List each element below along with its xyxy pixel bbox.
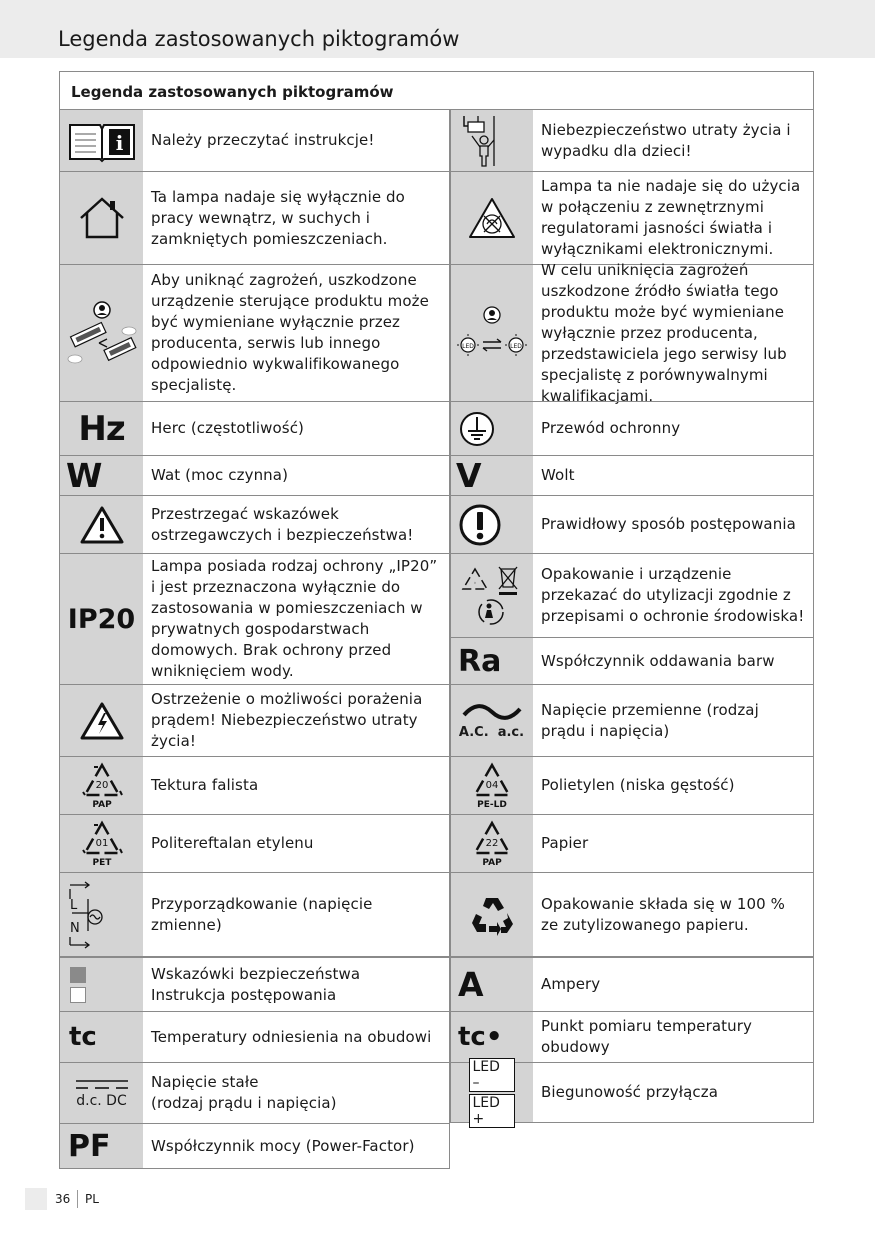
legend-row <box>450 872 814 956</box>
legend-text: Biegunowość przyłącza <box>541 1083 718 1101</box>
child-danger-icon <box>450 110 533 171</box>
recycle-label: PAP <box>91 799 112 810</box>
svg-text:L: L <box>70 897 78 913</box>
legend-text: Papier <box>541 834 589 852</box>
indoor-house-icon <box>60 172 143 264</box>
legend-row <box>59 872 450 956</box>
ip20-symbol: IP20 <box>67 603 136 635</box>
led-polarity-icon <box>450 1058 533 1127</box>
recycled-paper-icon <box>450 873 533 956</box>
tc-icon <box>60 1012 143 1062</box>
legend-text: Prawidłowy sposób postępowania <box>541 515 796 533</box>
legend-text: Polietylen (niska gęstość) <box>541 776 735 794</box>
read-instructions-icon <box>60 110 143 171</box>
v-symbol: V <box>456 456 482 495</box>
recycle-label: PET <box>92 857 111 868</box>
legend-text: Należy przeczytać instrukcje! <box>151 131 375 149</box>
legend-row <box>450 1011 814 1062</box>
recycle-20-pap-icon <box>60 757 143 814</box>
replace-driver-icon <box>60 265 143 401</box>
legend-row <box>450 1058 814 1127</box>
led-plus-label: LED + <box>469 1094 515 1128</box>
led-minus-label: LED – <box>469 1058 515 1092</box>
legend-row <box>59 814 450 872</box>
legend-row <box>450 109 814 171</box>
recycle-code: 04 <box>485 779 498 791</box>
legend-text: Punkt pomiaru temperatury obudowy <box>541 1017 753 1056</box>
legend-row <box>450 401 814 455</box>
protective-earth-icon <box>450 402 533 455</box>
legend-text: Ta lampa nadaje się wyłącznie do pracy wewnątrz, w suchych i zamkniętych pomieszczeniach. <box>151 187 405 248</box>
dc-label: d.c. DC <box>76 1092 127 1109</box>
legend-row <box>59 684 450 756</box>
legend-text <box>151 1063 443 1123</box>
ra-symbol: Ra <box>458 643 502 679</box>
tc-point-symbol: tc• <box>458 1022 503 1052</box>
column-divider <box>450 109 451 1123</box>
exclamation-circle-icon <box>450 496 533 553</box>
legend-text: Lampa posiada rodzaj ochrony „IP20” i jest przeznaczona wyłącznie do zastosowania w pomieszczeniach w prywatnych gospodarstwach domowych. Brak ochrony przed wniknięciem wody. <box>151 557 438 680</box>
legend-text: Niebezpieczeństwo utraty życia i wypadku dla dzieci! <box>541 120 791 160</box>
legend-text: Współczynnik oddawania barw <box>541 651 775 670</box>
legend-row <box>59 756 450 814</box>
legend-text: Opakowanie i urządzenie przekazać do utylizacji zgodnie z przepisami o ochronie środowiska! <box>541 565 805 625</box>
left-column <box>59 109 450 1169</box>
legend-text: Ostrzeżenie o możliwości porażenia prądem! Niebezpieczeństwo utraty życia! <box>151 690 423 750</box>
ampere-icon <box>450 958 533 1011</box>
disposal-icon <box>450 554 533 637</box>
legend-text: Herc (częstotliwość) <box>151 419 305 437</box>
legend-text: Opakowanie składa się w 100 % ze zutylizowanego papieru. <box>541 894 785 934</box>
safety-squares-icon <box>60 958 143 1011</box>
legend-row <box>59 1123 450 1169</box>
legend-row <box>59 553 450 684</box>
legend-row <box>450 455 814 495</box>
legend-row <box>59 495 450 553</box>
svg-text:N: N <box>70 920 80 936</box>
legend-row <box>450 814 814 872</box>
legend-text: Aby uniknąć zagrożeń, uszkodzone urządzenie sterujące produktu może być wymieniane wyłącznie przez producenta, serwis lub innego odpowiednio wykwalifikowanego specjalistę. <box>151 271 429 394</box>
legend-text-line: Napięcie stałe <box>151 1073 259 1091</box>
legend-row <box>59 109 450 171</box>
legend-text: Współczynnik mocy (Power-Factor) <box>151 1136 415 1155</box>
legend-row <box>450 171 814 264</box>
tc-symbol: tc <box>69 1022 97 1052</box>
recycle-22-pap-icon <box>450 815 533 872</box>
recycle-code: 22 <box>485 837 498 849</box>
replace-led-icon <box>450 265 533 401</box>
legend-text: Wolt <box>541 466 575 484</box>
legend-text: Temperatury odniesienia na obudowi <box>151 1027 432 1046</box>
legend-text: Napięcie przemienne (rodzaj prądu i napięcia) <box>541 700 759 740</box>
legend-row <box>59 171 450 264</box>
legend-text: Politereftalan etylenu <box>151 834 314 852</box>
language-code: PL <box>85 1192 99 1206</box>
hz-symbol: Hz <box>78 408 125 449</box>
legend-row <box>450 756 814 814</box>
page-title: Legenda zastosowanych piktogramów <box>58 27 460 51</box>
legend-text: Lampa ta nie nadaje się do użycia w połączeniu z zewnętrznymi regulatorami jasności światła i wyłącznikami elektronicznymi. <box>541 177 801 258</box>
recycle-01-pet-icon <box>60 815 143 872</box>
recycle-label: PAP <box>481 857 502 868</box>
recycle-code: 01 <box>95 837 108 849</box>
hz-icon <box>60 402 143 455</box>
svg-text:LED: LED <box>509 343 522 350</box>
legend-row <box>59 956 450 1011</box>
legend-text <box>151 958 443 1011</box>
v-icon <box>450 456 533 495</box>
right-column <box>450 109 814 1127</box>
legend-text: Wat (moc czynna) <box>151 466 289 484</box>
legend-row <box>450 684 814 756</box>
legend-caption-text: Legenda zastosowanych piktogramów <box>71 83 394 101</box>
recycle-code: 20 <box>95 779 108 791</box>
legend-text: Ampery <box>541 975 601 993</box>
w-icon <box>60 456 143 495</box>
ampere-symbol: A <box>458 965 484 1004</box>
recycle-label: PE-LD <box>476 799 507 810</box>
legend-row <box>450 260 814 405</box>
footer-separator <box>77 1190 78 1208</box>
legend-text-line: Wskazówki bezpieczeństwa <box>151 964 361 983</box>
no-dimmer-icon <box>450 172 533 264</box>
tc-point-icon <box>450 1012 533 1062</box>
w-symbol: W <box>66 456 103 495</box>
ra-icon <box>450 638 533 684</box>
pf-icon <box>60 1124 143 1168</box>
ac-icon <box>450 685 533 756</box>
svg-text:◦: ◦ <box>472 579 477 587</box>
electric-shock-icon <box>60 685 143 756</box>
legend-row <box>59 401 450 455</box>
page-number: 36 <box>55 1192 71 1206</box>
svg-text:i: i <box>115 130 123 155</box>
legend-text: W celu uniknięcia zagrożeń uszkodzone źródło światła tego produktu może być wymieniane wyłącznie przez producenta, przedstawiciela jego serwisy lub specjalistę z porównywalnymi kwalifikacjami. <box>541 260 787 405</box>
footer-marker <box>25 1188 47 1210</box>
recycle-04-peld-icon <box>450 757 533 814</box>
ip20-icon <box>60 554 143 684</box>
wiring-ln-icon <box>60 873 143 956</box>
legend-text: Przestrzegać wskazówek ostrzegawczych i bezpieczeństwa! <box>151 504 414 544</box>
legend-text: Tektura falista <box>151 776 259 794</box>
legend-row <box>450 553 814 637</box>
ac-label: A.C. a.c. <box>458 725 525 740</box>
legend-row <box>59 264 450 401</box>
legend-row <box>450 637 814 684</box>
legend-text-line: Instrukcja postępowania <box>151 985 337 1004</box>
legend-caption <box>59 71 814 109</box>
warning-triangle-icon <box>60 496 143 553</box>
legend-row <box>450 956 814 1011</box>
legend-row <box>59 1062 450 1123</box>
legend-text: Przewód ochronny <box>541 419 681 437</box>
legend-text: Przyporządkowanie (napięcie zmienne) <box>151 894 373 934</box>
legend-row <box>450 495 814 553</box>
pf-symbol: PF <box>68 1128 111 1164</box>
dc-icon <box>60 1063 143 1123</box>
legend-row <box>59 1011 450 1062</box>
legend-row <box>59 455 450 495</box>
svg-text:LED: LED <box>461 343 474 350</box>
legend-text-line: (rodzaj prądu i napięcia) <box>151 1094 337 1112</box>
